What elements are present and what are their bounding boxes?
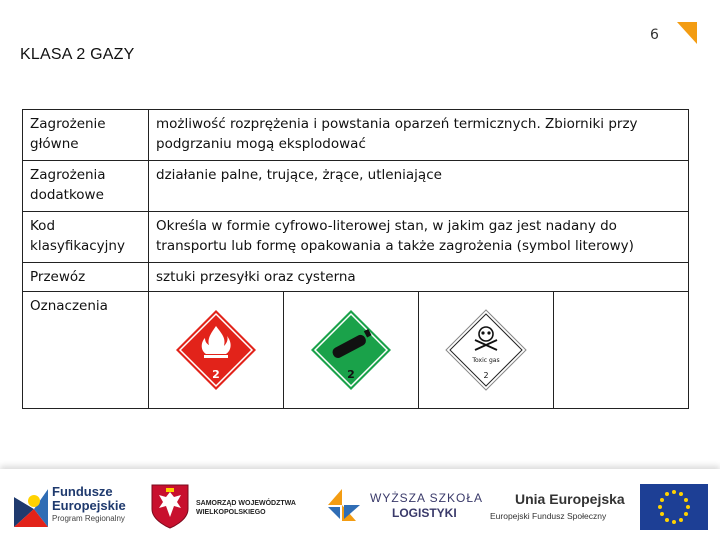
sign-caption: Toxic gas bbox=[472, 357, 500, 364]
non-flammable-gas-sign-icon bbox=[309, 308, 393, 392]
row-label: Kod klasyfikacyjny bbox=[23, 212, 149, 263]
wsl-line2: LOGISTYKI bbox=[392, 506, 457, 520]
sign-box bbox=[149, 292, 284, 408]
row-label: Przewóz bbox=[23, 263, 149, 292]
table-row bbox=[23, 292, 689, 409]
table-row bbox=[23, 110, 689, 161]
samorzad-line1: SAMORZĄD WOJEWÓDZTWA bbox=[196, 500, 296, 507]
ue-line2: Europejski Fundusz Społeczny bbox=[490, 511, 607, 521]
fundusze-text bbox=[52, 485, 126, 525]
row-label: Zagrożenia dodatkowe bbox=[23, 161, 149, 212]
table-row bbox=[23, 263, 689, 292]
wsl-line1: WYŻSZA SZKOŁA bbox=[370, 491, 484, 505]
row-value: działanie palne, trujące, żrące, utleniające bbox=[149, 161, 689, 212]
samorzad-text bbox=[196, 499, 296, 517]
signs-cell bbox=[149, 292, 689, 409]
fundusze-line1: Fundusze bbox=[52, 484, 113, 499]
row-label: Zagrożenie główne bbox=[23, 110, 149, 161]
eu-flag-icon bbox=[640, 484, 708, 530]
row-value: sztuki przesyłki oraz cysterna bbox=[149, 263, 689, 292]
footer-logos bbox=[0, 469, 720, 540]
page-number: 6 bbox=[650, 27, 659, 43]
wsl-logo-icon bbox=[326, 487, 362, 523]
sign-number: 2 bbox=[347, 368, 355, 381]
toxic-gas-sign-icon bbox=[444, 308, 528, 392]
flammable-gas-sign-icon bbox=[174, 308, 258, 392]
info-table bbox=[22, 109, 689, 409]
row-value: Określa w formie cyfrowo-literowej stan, w jakim gaz jest nadany do transportu lub formę opakowania a także zagrożenia (symbol literowy) bbox=[149, 212, 689, 263]
sign-number: 2 bbox=[212, 368, 220, 381]
ue-line1: Unia Europejska bbox=[515, 491, 625, 507]
sign-number: 2 bbox=[483, 371, 489, 380]
slide-title: KLASA 2 GAZY bbox=[20, 46, 135, 63]
table-row bbox=[23, 212, 689, 263]
row-label: Oznaczenia bbox=[23, 292, 149, 409]
wielkopolska-coat-of-arms-icon bbox=[150, 483, 190, 529]
fundusze-line3: Program Regionalny bbox=[52, 514, 125, 523]
fundusze-line2: Europejskie bbox=[52, 498, 126, 513]
samorzad-line2: WIELKOPOLSKIEGO bbox=[196, 509, 266, 516]
sign-box-empty bbox=[554, 292, 688, 408]
sign-box bbox=[284, 292, 419, 408]
row-value: możliwość rozprężenia i powstania oparzeń termicznych. Zbiorniki przy podgrzaniu mogą eksplodować bbox=[149, 110, 689, 161]
fundusze-europejskie-logo-icon bbox=[12, 479, 50, 529]
corner-triangle-icon bbox=[677, 22, 697, 44]
table-row bbox=[23, 161, 689, 212]
sign-box bbox=[419, 292, 554, 408]
